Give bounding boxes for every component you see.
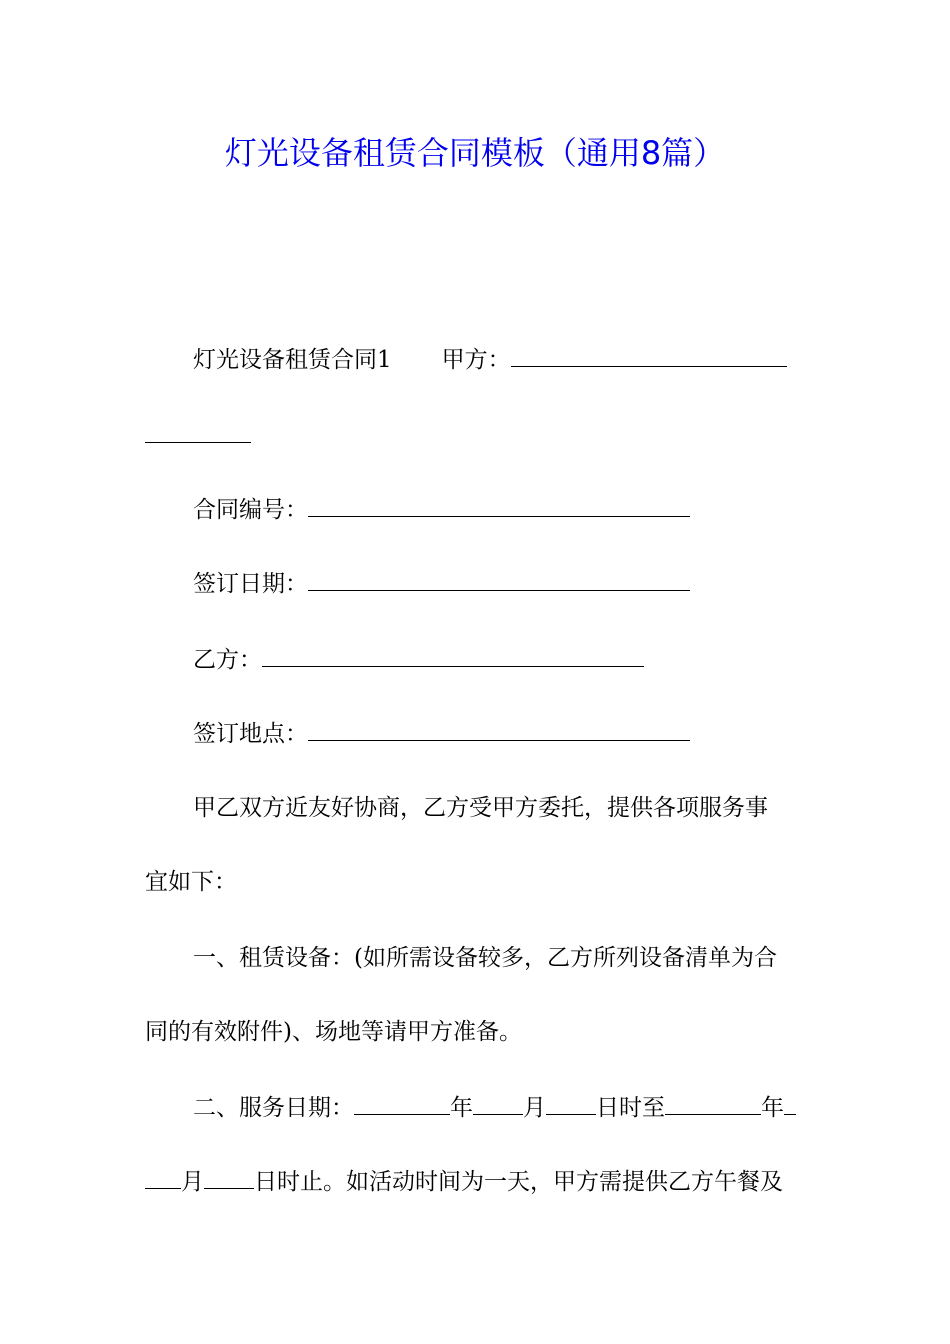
clause-2-label: 二、服务日期： — [193, 1095, 354, 1121]
start-year-blank — [354, 1088, 450, 1115]
party-a-blank-2 — [145, 416, 251, 443]
heading-party-a-line — [193, 340, 787, 380]
party-b-label: 乙方： — [193, 647, 262, 673]
contract-no-blank — [308, 490, 690, 517]
party-a-label: 甲方： — [441, 347, 511, 373]
intro-line-1 — [193, 788, 768, 828]
day-from-word: 日时至 — [596, 1095, 665, 1121]
sign-place-blank — [308, 714, 690, 741]
clause-1-text-2: 同的有效附件)、场地等请甲方准备。 — [145, 1019, 522, 1045]
party-b-blank — [262, 640, 644, 667]
year-word: 年 — [450, 1095, 473, 1121]
party-b-line — [193, 640, 644, 680]
end-month-blank-cont — [145, 1162, 181, 1189]
clause-1-line-1 — [193, 938, 777, 978]
contract-no-line — [193, 490, 690, 530]
clause-2-text-2: 日时止。如活动时间为一天，甲方需提供乙方午餐及 — [254, 1169, 783, 1195]
start-month-blank — [473, 1088, 523, 1115]
intro-text-1: 甲乙双方近友好协商，乙方受甲方委托，提供各项服务事 — [193, 795, 768, 821]
section-heading: 灯光设备租赁合同1 — [193, 347, 392, 373]
month-word-2: 月 — [181, 1169, 204, 1195]
sign-date-blank — [308, 564, 690, 591]
start-day-blank — [546, 1088, 596, 1115]
intro-line-2 — [145, 862, 237, 902]
sign-date-label: 签订日期： — [193, 571, 308, 597]
end-month-blank-start — [784, 1088, 796, 1115]
year-word-2: 年 — [761, 1095, 784, 1121]
clause-1-line-2 — [145, 1012, 522, 1052]
sign-place-line — [193, 714, 690, 754]
end-year-blank — [665, 1088, 761, 1115]
party-a-blank-continuation — [145, 416, 251, 456]
contract-no-label: 合同编号： — [193, 497, 308, 523]
clause-2-line-2 — [145, 1162, 783, 1202]
sign-date-line — [193, 564, 690, 604]
end-day-blank — [204, 1162, 254, 1189]
sign-place-label: 签订地点： — [193, 721, 308, 747]
document-title — [0, 128, 950, 178]
clause-1-text-1: 一、租赁设备：(如所需设备较多，乙方所列设备清单为合 — [193, 945, 777, 971]
intro-text-2: 宜如下： — [145, 869, 237, 895]
party-a-blank — [511, 340, 787, 367]
clause-2-line-1 — [193, 1088, 796, 1128]
month-word: 月 — [523, 1095, 546, 1121]
title-text: 灯光设备租赁合同模板（通用8篇） — [224, 134, 726, 172]
